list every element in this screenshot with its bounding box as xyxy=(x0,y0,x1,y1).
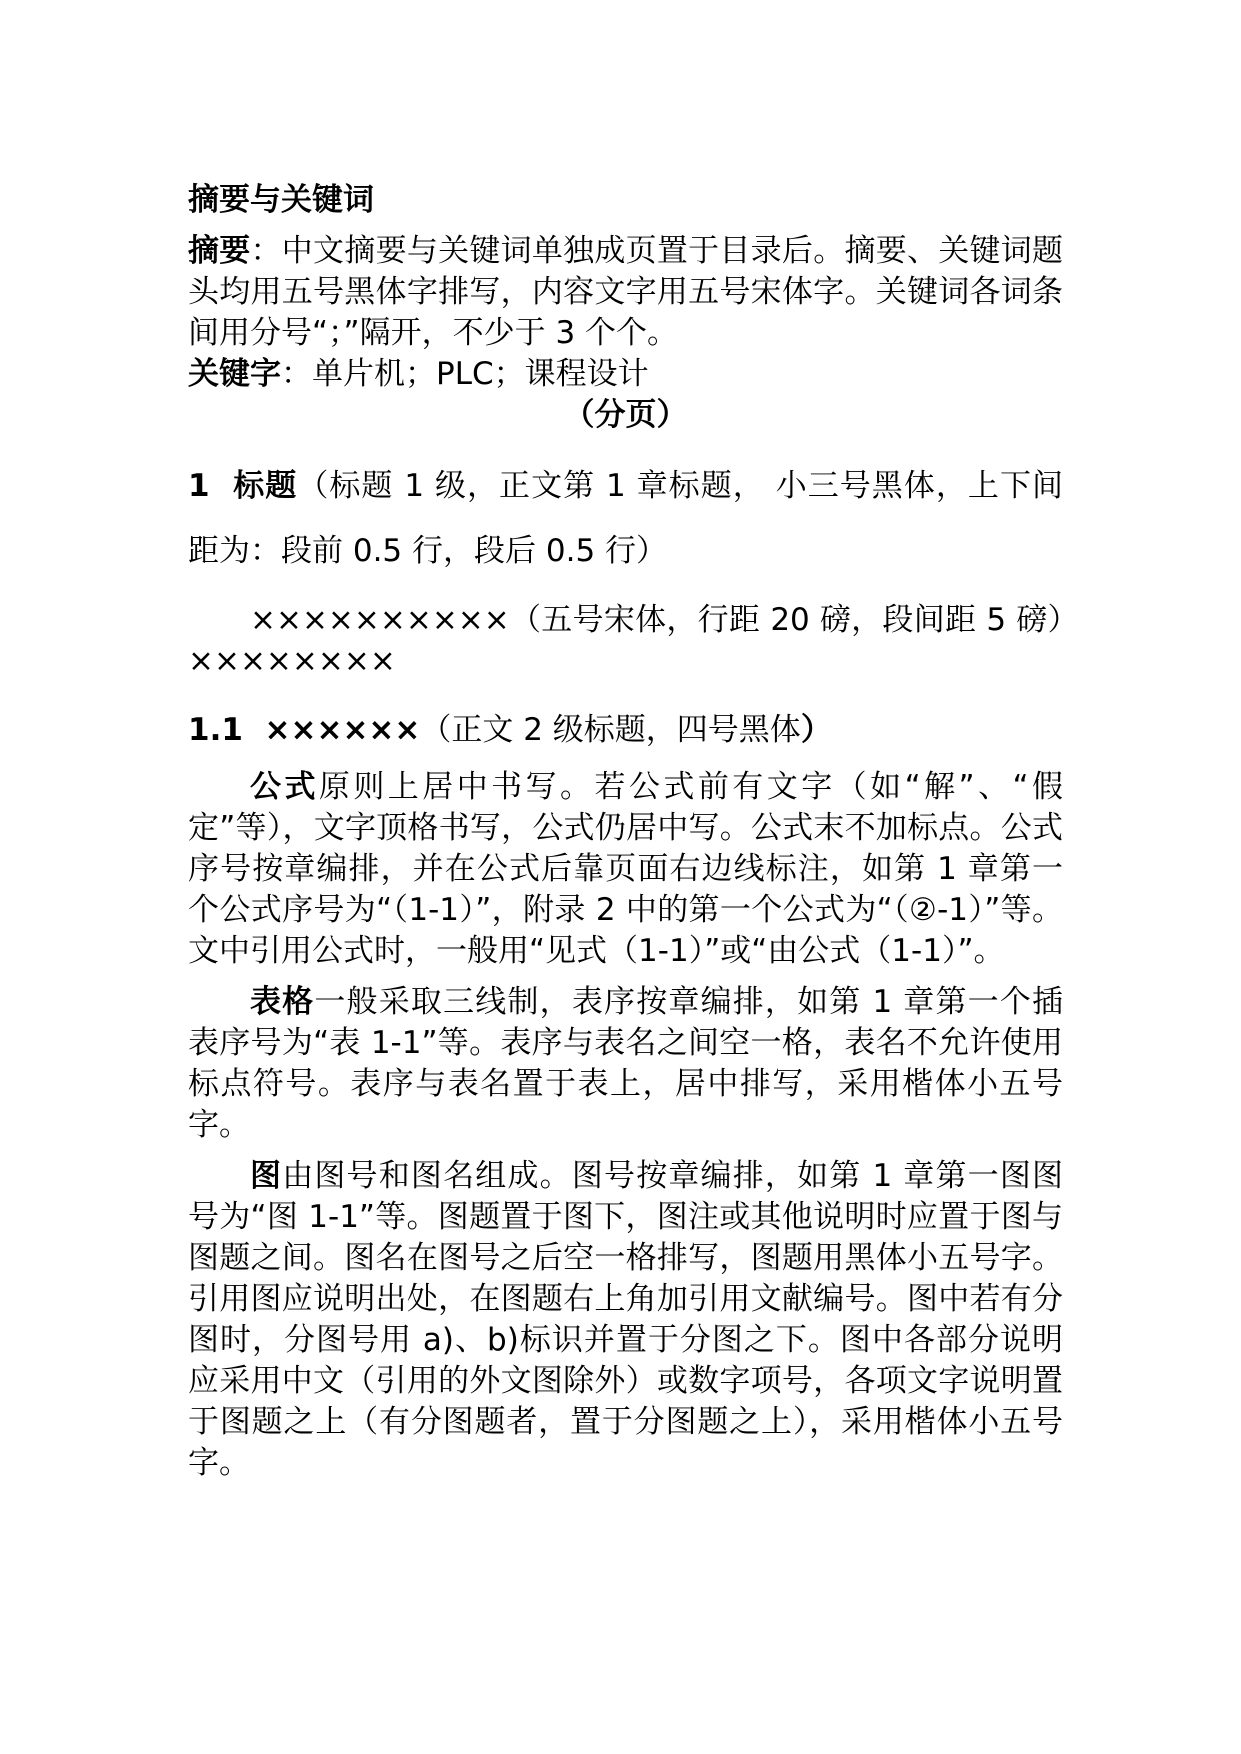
section-1-1-number: 1.1 xyxy=(188,712,243,748)
keywords-label: 关键字 xyxy=(188,356,281,392)
chapter-1-note: （标题 1 级，正文第 1 章标题， 小三号黑体，上下间距为：段前 0.5 行，段后 0.5 行） xyxy=(188,468,1063,569)
document-page xyxy=(188,180,1063,1484)
section-1-1-note: （正文 2 级标题，四号黑体 xyxy=(420,712,801,748)
table-label: 表格 xyxy=(250,984,315,1020)
chapter-1-heading xyxy=(188,454,1063,584)
page-break-marker: （分页） xyxy=(563,397,688,433)
figure-text: 由图号和图名组成。图号按章编排，如第 1 章第一图图号为“图 1-1”等。图题置于图下，图注或其他说明时应置于图与图题之间。图名在图号之后空一格排写，图题用黑体小五号字。引用图应说明出处，在图题右上角加引用文献编号。图中若有分图时，分图号用 a)、b)标识并置于分图之下。图中各部分说明应采用中文（引用的外文图除外）或数字项号，各项文字说明置于图题之上（有分图题者，置于分图题之上），采用楷体小五号字。 xyxy=(188,1158,1063,1481)
abstract-label: 摘要 xyxy=(188,233,251,269)
section-1-1-heading xyxy=(188,710,1063,751)
chapter-1-title: 标题 xyxy=(233,468,298,504)
formula-paragraph xyxy=(188,767,1063,972)
abstract-paragraph xyxy=(188,231,1063,354)
keywords-text: ：单片机；PLC；课程设计 xyxy=(281,356,649,392)
figure-label: 图 xyxy=(250,1158,283,1194)
table-text: 一般采取三线制，表序按章编排，如第 1 章第一个插表序号为“表 1-1”等。表序与表名之间空一格，表名不允许使用标点符号。表序与表名置于表上，居中排写，采用楷体小五号字。 xyxy=(188,984,1064,1143)
formula-label: 公式 xyxy=(250,769,319,805)
abstract-text: ：中文摘要与关键词单独成页置于目录后。摘要、关键词题头均用五号黑体字排写，内容文字用五号宋体字。关键词各词条间用分号“；”隔开，不少于 3 个个。 xyxy=(188,233,1064,351)
keywords-paragraph xyxy=(188,354,1063,395)
table-paragraph xyxy=(188,982,1063,1146)
section-1-1-close: ） xyxy=(800,712,832,748)
chapter-1-number: 1 xyxy=(188,468,210,504)
chapter-1-body: ××××××××××（五号宋体，行距 20 磅，段间距 5 磅）×××××××× xyxy=(188,602,1063,679)
abstract-heading: 摘要与关键词 xyxy=(188,182,374,218)
formula-text: 原则上居中书写。若公式前有文字（如“解”、“假定”等），文字顶格书写，公式仍居中写。公式末不加标点。公式序号按章编排，并在公式后靠页面右边线标注，如第 1 章第一个公式序号为“（1-1）”，附录 2 中的第一个公式为“（②-1）”等。文中引用公式时，一般用“见式（1-1）”或“由公式（1-1）”。 xyxy=(188,769,1063,969)
section-1-1-title: ×××××× xyxy=(264,712,421,748)
figure-paragraph xyxy=(188,1156,1063,1484)
